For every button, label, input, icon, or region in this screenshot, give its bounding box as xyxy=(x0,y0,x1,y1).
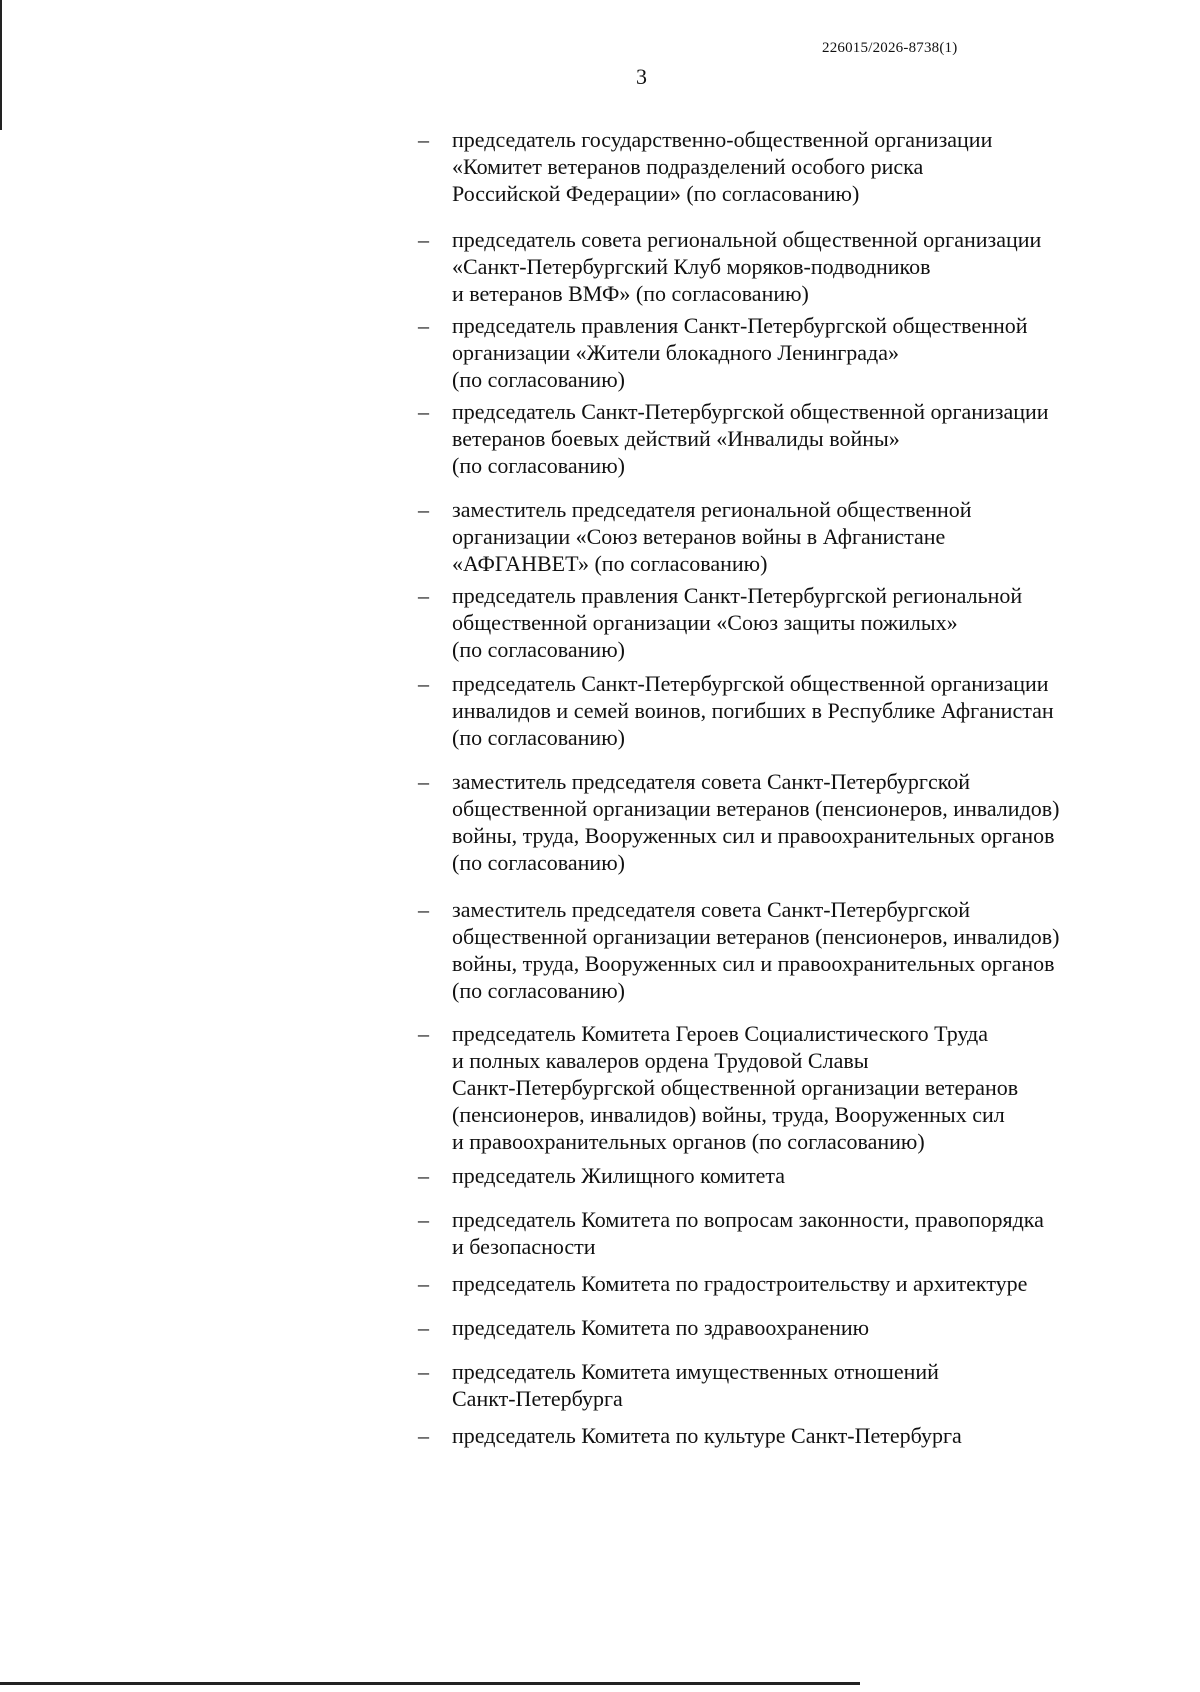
list-item-line: председатель государственно-общественной организации xyxy=(452,127,993,152)
list-dash: – xyxy=(418,227,429,252)
list-item-line: заместитель председателя совета Санкт-Петербургской xyxy=(452,769,971,794)
list-item-line: и полных кавалеров ордена Трудовой Славы xyxy=(452,1048,869,1073)
list-item-line: (по согласованию) xyxy=(452,367,625,392)
list-dash: – xyxy=(418,769,429,794)
list-item-line: председатель Комитета по градостроительству и архитектуре xyxy=(452,1271,1028,1296)
list-item-line: (по согласованию) xyxy=(452,453,625,478)
list-item-line: «АФГАНВЕТ» (по согласованию) xyxy=(452,551,768,576)
list-dash: – xyxy=(418,671,429,696)
scan-bottom-edge xyxy=(0,1682,860,1685)
list-dash: – xyxy=(418,313,429,338)
list-item-line: председатель Комитета имущественных отношений xyxy=(452,1359,939,1384)
list-item-line: и правоохранительных органов (по согласованию) xyxy=(452,1129,925,1154)
list-item-line: заместитель председателя региональной общественной xyxy=(452,497,972,522)
list-item-line: председатель Комитета Героев Социалистического Труда xyxy=(452,1021,988,1046)
list-item-line: общественной организации ветеранов (пенсионеров, инвалидов) xyxy=(452,924,1060,949)
list-item-line: председатель Комитета по культуре Санкт-Петербурга xyxy=(452,1423,962,1448)
list-item-line: председатель Санкт-Петербургской общественной организации xyxy=(452,671,1049,696)
list-item-line: председатель Комитета по здравоохранению xyxy=(452,1315,870,1340)
list-item-line: (по согласованию) xyxy=(452,725,625,750)
list-dash: – xyxy=(418,1021,429,1046)
list-item-line: «Санкт-Петербургский Клуб моряков-подводников xyxy=(452,254,931,279)
list-item-line: Санкт-Петербургской общественной организации ветеранов xyxy=(452,1075,1019,1100)
list-dash: – xyxy=(418,1163,429,1188)
list-item-line: Санкт-Петербурга xyxy=(452,1386,623,1411)
list-dash: – xyxy=(418,1423,429,1448)
list-item-line: (пенсионеров, инвалидов) войны, труда, Вооруженных сил xyxy=(452,1102,1005,1127)
list-item-line: председатель правления Санкт-Петербургской общественной xyxy=(452,313,1028,338)
list-item-line: организации «Жители блокадного Ленинграда» xyxy=(452,340,900,365)
list-item-line: председатель Жилищного комитета xyxy=(452,1163,786,1188)
list-item-line: председатель совета региональной общественной организации xyxy=(452,227,1042,252)
page-number: 3 xyxy=(636,64,647,89)
list-dash: – xyxy=(418,127,429,152)
list-item-line: председатель правления Санкт-Петербургской региональной xyxy=(452,583,1023,608)
list-item-line: общественной организации ветеранов (пенсионеров, инвалидов) xyxy=(452,796,1060,821)
list-dash: – xyxy=(418,583,429,608)
list-item-line: (по согласованию) xyxy=(452,850,625,875)
list-item-line: (по согласованию) xyxy=(452,637,625,662)
list-item-line: председатель Санкт-Петербургской общественной организации xyxy=(452,399,1049,424)
document-id: 226015/2026-8738(1) xyxy=(822,40,958,56)
list-item-line: ветеранов боевых действий «Инвалиды войны» xyxy=(452,426,900,451)
list-item-line: войны, труда, Вооруженных сил и правоохранительных органов xyxy=(452,951,1055,976)
list-item-line: и безопасности xyxy=(452,1234,596,1259)
list-dash: – xyxy=(418,1359,429,1384)
list-item-line: инвалидов и семей воинов, погибших в Республике Афганистан xyxy=(452,698,1054,723)
list-dash: – xyxy=(418,897,429,922)
list-dash: – xyxy=(418,1315,429,1340)
list-item-line: общественной организации «Союз защиты пожилых» xyxy=(452,610,958,635)
list-dash: – xyxy=(418,1207,429,1232)
list-dash: – xyxy=(418,399,429,424)
list-item-line: заместитель председателя совета Санкт-Петербургской xyxy=(452,897,971,922)
list-dash: – xyxy=(418,1271,429,1296)
scan-margin-mark xyxy=(0,0,2,130)
list-item-line: «Комитет ветеранов подразделений особого риска xyxy=(452,154,924,179)
list-item-line: войны, труда, Вооруженных сил и правоохранительных органов xyxy=(452,823,1055,848)
list-item-line: организации «Союз ветеранов войны в Афганистане xyxy=(452,524,946,549)
list-item-line: и ветеранов ВМФ» (по согласованию) xyxy=(452,281,809,306)
list-item-line: председатель Комитета по вопросам законности, правопорядка xyxy=(452,1207,1044,1232)
list-dash: – xyxy=(418,497,429,522)
list-item-line: Российской Федерации» (по согласованию) xyxy=(452,181,860,206)
list-item-line: (по согласованию) xyxy=(452,978,625,1003)
